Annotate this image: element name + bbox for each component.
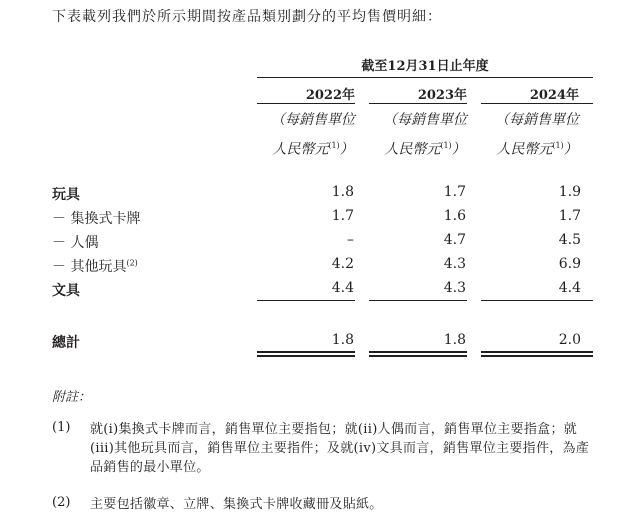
cell-total-2022: 1.8	[331, 332, 354, 348]
row-label-other-toys	[52, 256, 138, 276]
cell-toys-2022: 1.8	[331, 184, 354, 200]
unit-note-ref: (1)	[440, 141, 452, 150]
year-rule-2024	[481, 103, 593, 104]
year-rule-2023	[369, 103, 467, 104]
unit-header-2022	[257, 108, 369, 163]
cell-other-2024: 6.9	[558, 256, 581, 272]
year-header-2022: 2022年	[305, 88, 355, 103]
cell-figures-2023: 4.7	[443, 232, 466, 248]
cell-other-2023: 4.3	[443, 256, 466, 272]
unit-line1: （每銷售單位	[271, 112, 355, 128]
row-label-total: 總計	[52, 335, 80, 351]
cell-stationery-2024: 4.4	[558, 280, 581, 296]
subtotal-rule-2023	[369, 300, 467, 301]
year-header-2023: 2023年	[417, 88, 467, 103]
cell-toys-2023: 1.7	[443, 184, 466, 200]
cell-total-2023: 1.8	[443, 332, 466, 348]
unit-line1: （每銷售單位	[383, 112, 467, 128]
cell-stationery-2023: 4.3	[443, 280, 466, 296]
cell-figures-2022: –	[347, 232, 354, 248]
row-label-figures: － 人偶	[52, 235, 99, 251]
note-2-number: (2)	[52, 495, 71, 510]
year-rule-2022	[257, 103, 355, 104]
row-note-ref: (2)	[126, 258, 138, 268]
unit-close: ）	[563, 141, 578, 158]
period-header: 截至12月31日止年度	[361, 59, 489, 74]
unit-line2: 人民幣元	[384, 141, 441, 158]
unit-close: ）	[451, 141, 466, 158]
cell-stationery-2022: 4.4	[331, 280, 354, 296]
cell-cards-2024: 1.7	[558, 208, 581, 224]
unit-line1: （每銷售單位	[495, 112, 579, 128]
cell-cards-2023: 1.6	[443, 208, 466, 224]
row-label-stationery: 文具	[52, 283, 80, 299]
note-2-text: 主要包括徽章、立牌、集換式卡牌收藏冊及貼紙。	[90, 497, 383, 512]
unit-note-ref: (1)	[552, 141, 564, 150]
row-label-trading-cards: － 集換式卡牌	[52, 211, 141, 227]
total-double-rule-2022	[257, 351, 355, 357]
unit-header-2024	[481, 108, 593, 163]
subtotal-rule-2024	[481, 300, 593, 301]
total-double-rule-2024	[481, 351, 593, 357]
intro-text: 下表載列我們於所示期間按產品類別劃分的平均售價明細：	[52, 9, 442, 25]
note-1-number: (1)	[52, 420, 71, 435]
cell-figures-2024: 4.5	[558, 232, 581, 248]
row-label-toys: 玩具	[52, 187, 80, 203]
unit-header-2023	[369, 108, 481, 163]
cell-total-2024: 2.0	[558, 332, 581, 348]
year-header-2024: 2024年	[529, 88, 579, 103]
row-label-other-toys-text: － 其他玩具	[52, 259, 127, 275]
cell-toys-2024: 1.9	[558, 184, 581, 200]
period-rule	[257, 77, 593, 78]
note-1-text: 就(i)集換式卡牌而言，銷售單位主要指包；就(ii)人偶而言，銷售單位主要指盒；就(iii)其他玩具而言，銷售單位主要指件；及就(iv)文具而言，銷售單位主要指件，為產品銷售的最小單位。	[90, 422, 590, 475]
unit-note-ref: (1)	[328, 141, 340, 150]
cell-cards-2022: 1.7	[331, 208, 354, 224]
unit-close: ）	[339, 141, 354, 158]
total-double-rule-2023	[369, 351, 467, 357]
subtotal-rule-2022	[257, 300, 355, 301]
unit-line2: 人民幣元	[496, 141, 553, 158]
unit-line2: 人民幣元	[272, 141, 329, 158]
notes-heading: 附註：	[52, 390, 92, 405]
cell-other-2022: 4.2	[331, 256, 354, 272]
